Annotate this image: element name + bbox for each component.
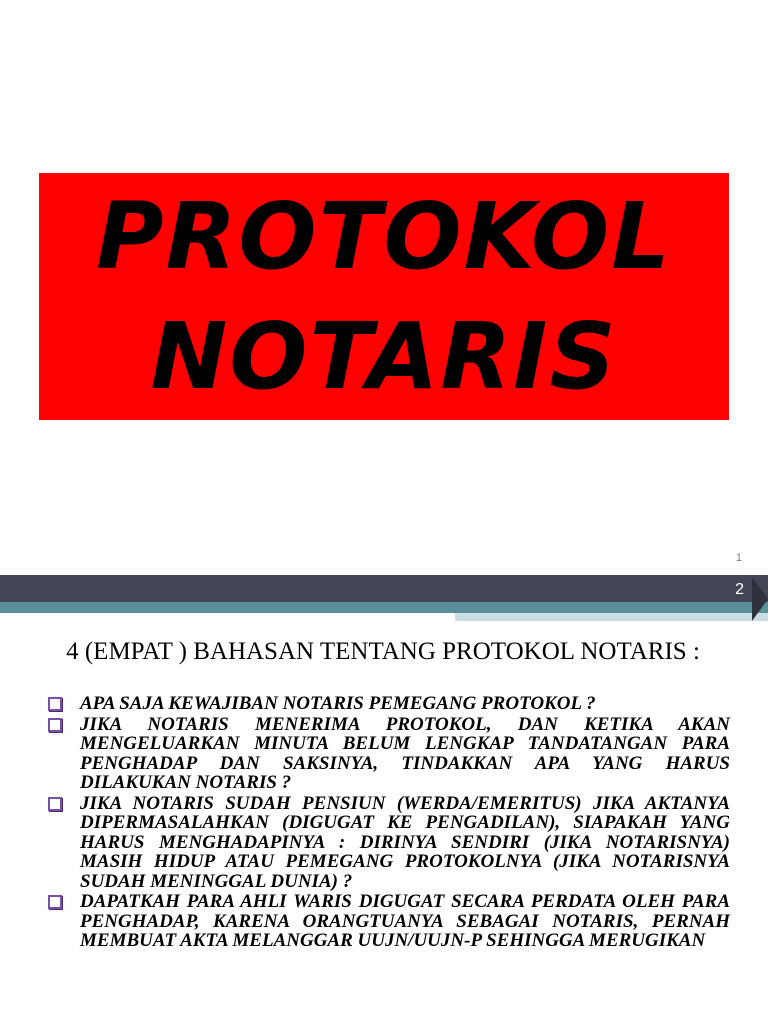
checkbox-bullet-icon bbox=[48, 895, 62, 909]
slide-number: 1 bbox=[735, 552, 742, 564]
slide-heading: 4 (EMPAT ) BAHASAN TENTANG PROTOKOL NOTARIS : bbox=[66, 638, 700, 665]
header-arrow-icon bbox=[752, 577, 768, 621]
checkbox-bullet-icon bbox=[48, 797, 62, 811]
slide-number: 2 bbox=[735, 581, 744, 598]
header-band-dark bbox=[0, 575, 768, 602]
bullet-item bbox=[48, 794, 730, 892]
bullet-text: JIKA NOTARIS MENERIMA PROTOKOL, DAN KETIKA AKAN MENGELUARKAN MINUTA BELUM LENGKAP TANDATANGAN PARA PENGHADAP DAN SAKSINYA, TINDAKKAN APA YANG HARUS DILAKUKAN NOTARIS ? bbox=[80, 713, 730, 793]
bullet-list bbox=[48, 694, 730, 952]
slide-2 bbox=[0, 575, 768, 1024]
bullet-text: JIKA NOTARIS SUDAH PENSIUN (WERDA/EMERITUS) JIKA AKTANYA DIPERMASALAHKAN (DIGUGAT KE PENGADILAN), SIAPAKAH YANG HARUS MENGHADAPINYA : DIRINYA SENDIRI (JIKA NOTARISNYA) MASIH HIDUP ATAU PEMEGANG PROTOKOLNYA (JIKA NOTARISNYA SUDAH MENINGGAL DUNIA) ? bbox=[80, 792, 730, 892]
bullet-item bbox=[48, 694, 730, 714]
header-band-light bbox=[455, 613, 768, 621]
title-box bbox=[39, 173, 729, 420]
bullet-item bbox=[48, 715, 730, 793]
bullet-text: DAPATKAH PARA AHLI WARIS DIGUGAT SECARA PERDATA OLEH PARA PENGHADAP, KARENA ORANGTUANYA SEBAGAI NOTARIS, PERNAH MEMBUAT AKTA MELANGGAR UUJN/UUJN-P SEHINGGA MERUGIKAN bbox=[80, 891, 730, 951]
bullet-text: APA SAJA KEWAJIBAN NOTARIS PEMEGANG PROTOKOL ? bbox=[80, 693, 596, 714]
header-band-teal bbox=[0, 602, 768, 613]
title-line-2: NOTARIS bbox=[150, 302, 618, 410]
bullet-item bbox=[48, 892, 730, 951]
checkbox-bullet-icon bbox=[48, 718, 62, 732]
checkbox-bullet-icon bbox=[48, 697, 62, 711]
title-line-1: PROTOKOL bbox=[96, 182, 672, 290]
